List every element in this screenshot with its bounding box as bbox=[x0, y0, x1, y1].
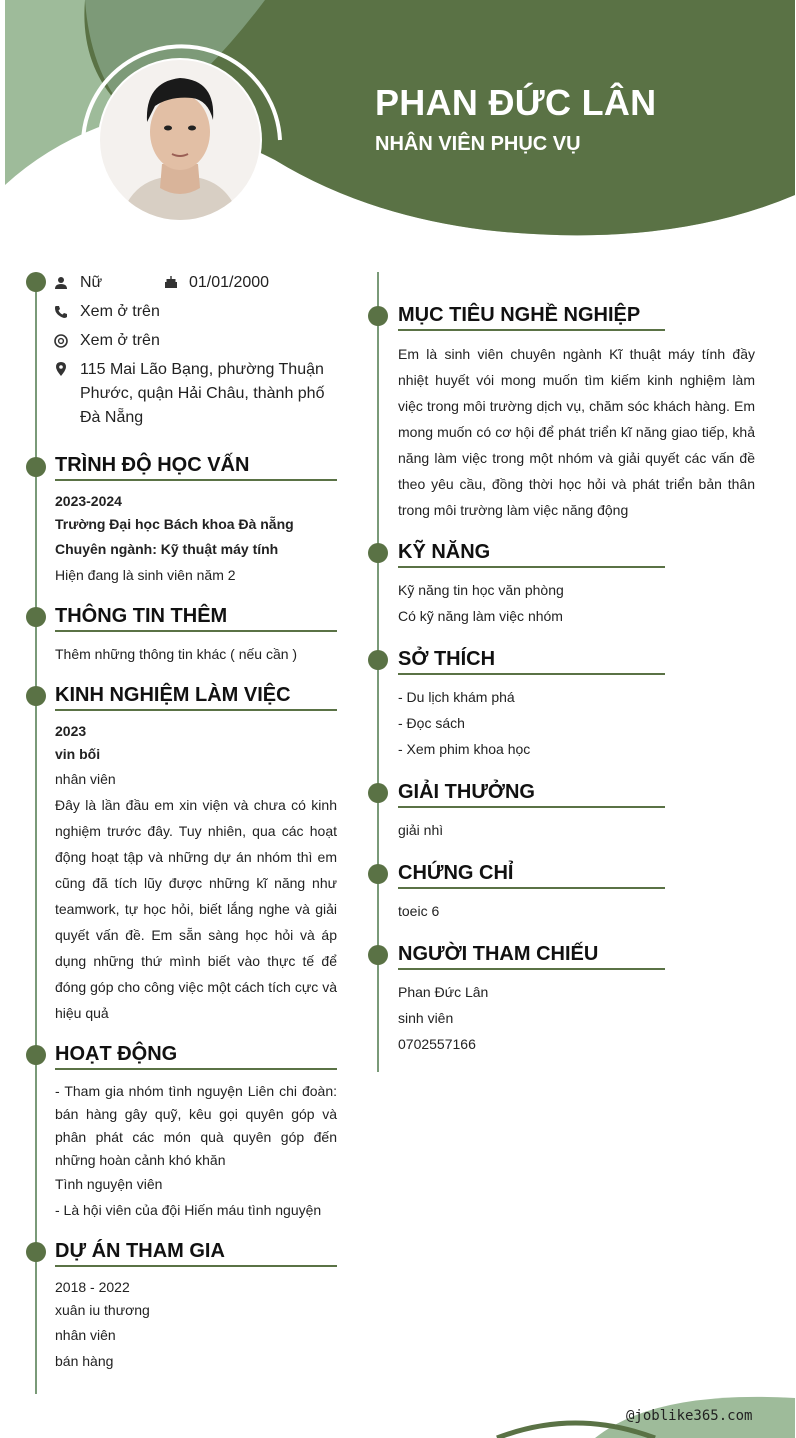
phone: Xem ở trên bbox=[80, 303, 160, 320]
timeline-dot bbox=[26, 607, 46, 627]
section-rule bbox=[55, 1265, 337, 1267]
left-timeline bbox=[35, 282, 37, 1394]
activity-item: - Tham gia nhóm tình nguyện Liên chi đoàn: bán hàng gây quỹ, kêu gọi quyên góp và phân phát các món quà quyên góp đến những hoàn cảnh khó khăn bbox=[55, 1083, 337, 1168]
section-rule bbox=[398, 566, 665, 568]
gender: Nữ bbox=[80, 274, 103, 291]
activity-item: Tình nguyện viên bbox=[55, 1176, 163, 1192]
education-school: Trường Đại học Bách khoa Đà nẵng bbox=[55, 516, 294, 532]
timeline-dot bbox=[26, 272, 46, 292]
references-title: NGƯỜI THAM CHIẾU bbox=[398, 943, 599, 965]
reference-role: sinh viên bbox=[398, 1010, 454, 1026]
timeline-dot bbox=[368, 650, 388, 670]
hobbies-title: SỞ THÍCH bbox=[398, 648, 496, 670]
education-note: Hiện đang là sinh viên năm 2 bbox=[55, 567, 236, 583]
email: Xem ở trên bbox=[80, 332, 160, 349]
skill-item: Kỹ năng tin học văn phòng bbox=[398, 582, 564, 598]
section-rule bbox=[55, 709, 337, 711]
award-item: giải nhì bbox=[398, 822, 444, 838]
project-period: 2018 - 2022 bbox=[55, 1279, 130, 1295]
project-name: xuân iu thương bbox=[55, 1302, 150, 1318]
profile-photo bbox=[100, 60, 260, 220]
certificates-title: CHỨNG CHỈ bbox=[398, 862, 514, 884]
extra-info-title: THÔNG TIN THÊM bbox=[55, 605, 228, 627]
section-rule bbox=[55, 1068, 337, 1070]
birthday: 01/01/2000 bbox=[189, 274, 270, 291]
projects-title: DỰ ÁN THAM GIA bbox=[55, 1240, 225, 1262]
section-rule bbox=[55, 630, 337, 632]
section-rule bbox=[398, 968, 665, 970]
experience-title: KINH NGHIỆM LÀM VIỆC bbox=[55, 684, 291, 706]
phone-icon bbox=[54, 305, 68, 319]
education-major: Chuyên ngành: Kỹ thuật máy tính bbox=[55, 541, 279, 557]
certificate-item: toeic 6 bbox=[398, 903, 440, 919]
experience-role: nhân viên bbox=[55, 771, 116, 787]
skills-title: KỸ NĂNG bbox=[398, 541, 491, 563]
timeline-dot bbox=[368, 864, 388, 884]
skill-item: Có kỹ năng làm việc nhóm bbox=[398, 608, 563, 624]
section-rule bbox=[398, 673, 665, 675]
section-rule bbox=[398, 329, 665, 331]
education-title: TRÌNH ĐỘ HỌC VẤN bbox=[55, 454, 250, 476]
project-description: bán hàng bbox=[55, 1353, 114, 1369]
project-role: nhân viên bbox=[55, 1327, 116, 1343]
at-icon bbox=[54, 334, 68, 348]
section-rule bbox=[398, 806, 665, 808]
timeline-dot bbox=[368, 783, 388, 803]
timeline-dot bbox=[26, 457, 46, 477]
location-pin-icon bbox=[54, 362, 68, 376]
education-period: 2023-2024 bbox=[55, 493, 122, 509]
experience-company: vin bối bbox=[55, 746, 101, 762]
objective-text: Em là sinh viên chuyên ngành Kĩ thuật máy tính đầy nhiệt huyết vói mong muốn tìm kiếm kinh nghiệm làm việc trong môi trường dịch vụ, chăm sóc khách hàng. Em mong muốn có cơ hội để phát triển kĩ năng giao tiếp, khả năng làm việc trong một nhóm và giải quyết các vấn đề theo yêu cầu, đồng thời học hỏi và phát triển bản thân trong môi trường làm việc năng động bbox=[398, 346, 755, 518]
reference-name: Phan Đức Lân bbox=[398, 984, 489, 1000]
objective-title: MỤC TIÊU NGHỀ NGHIỆP bbox=[398, 304, 641, 326]
user-icon bbox=[54, 276, 68, 290]
awards-title: GIẢI THƯỞNG bbox=[398, 781, 535, 803]
hobby-item: - Du lịch khám phá bbox=[398, 689, 515, 705]
timeline-dot bbox=[26, 1242, 46, 1262]
job-title: NHÂN VIÊN PHỤC VỤ bbox=[375, 133, 581, 155]
candidate-name: PHAN ĐỨC LÂN bbox=[375, 82, 657, 123]
hobby-item: - Đọc sách bbox=[398, 715, 465, 731]
resume-page bbox=[5, 0, 795, 1438]
timeline-dot bbox=[368, 306, 388, 326]
cake-icon bbox=[164, 275, 178, 289]
reference-phone: 0702557166 bbox=[398, 1036, 476, 1052]
timeline-dot bbox=[26, 1045, 46, 1065]
timeline-dot bbox=[368, 543, 388, 563]
watermark: @joblike365.com bbox=[626, 1408, 753, 1424]
address: 115 Mai Lão Bạng, phường Thuận Phước, quận Hải Châu, thành phố Đà Nẵng bbox=[80, 361, 325, 426]
timeline-dot bbox=[26, 686, 46, 706]
activity-item: - Là hội viên của đội Hiến máu tình nguyện bbox=[55, 1202, 322, 1218]
experience-description: Đây là lần đầu em xin viện và chưa có kinh nghiệm trước đây. Tuy nhiên, qua các hoạt động hoạt tập và những dự án nhóm thì em cũng đã tích lũy được những kĩ năng như teamwork, tự học hỏi, biết lắng nghe và giải quyết vấn đề. Em sẵn sàng học hỏi và áp dụng những thứ mình biết vào thực tế để đóng góp cho công việc một cách tích cực và hiệu quả bbox=[55, 797, 337, 1021]
section-rule bbox=[398, 887, 665, 889]
extra-info-text: Thêm những thông tin khác ( nếu cần ) bbox=[55, 646, 298, 662]
experience-year: 2023 bbox=[55, 723, 87, 739]
timeline-dot bbox=[368, 945, 388, 965]
activities-title: HOẠT ĐỘNG bbox=[55, 1043, 178, 1065]
section-rule bbox=[55, 479, 337, 481]
hobby-item: - Xem phim khoa học bbox=[398, 741, 531, 757]
